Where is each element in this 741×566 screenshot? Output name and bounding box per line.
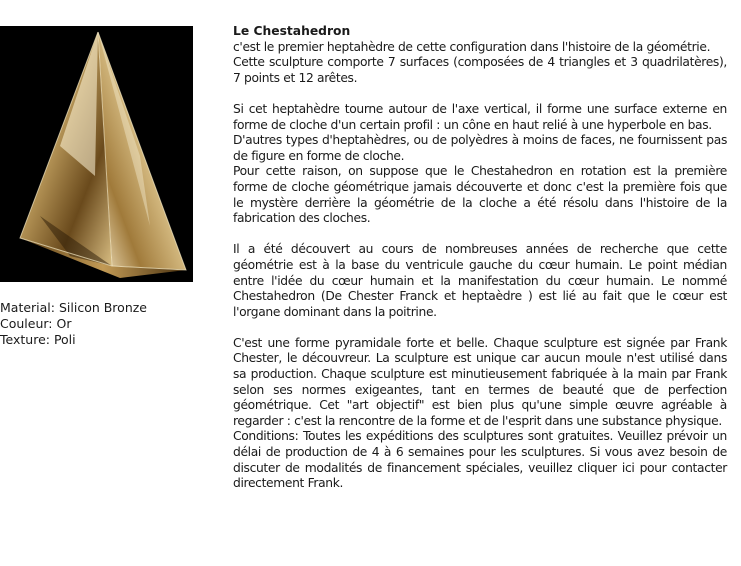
- intro-line: c'est le premier heptahèdre de cette configuration dans l'histoire de la géométrie.: [233, 39, 711, 54]
- chestahedron-sculpture-image: [0, 26, 193, 282]
- spec-material: Material: Silicon Bronze: [0, 300, 147, 315]
- heart-paragraph: [233, 242, 727, 320]
- bell-line: Si cet heptahèdre tourne autour de l'axe vertical, il forme une surface externe en forme de cloche d'un certain profil : un cône en haut relié à une hyperbole en bas.: [233, 101, 727, 132]
- product-description: [233, 24, 727, 507]
- conditions-line: Conditions: Toutes les expéditions des sculptures sont gratuites. Veuillez prévoir un délai de production de 4 à 6 semaines pour les sculptures. Si vous avez besoin de discuter de modalités de financement spéciales, veuillez cliquer ici pour contacter directement Frank.: [233, 429, 727, 491]
- bell-line: D'autres types d'heptahèdres, ou de polyèdres à moins de faces, ne fournissent pas de figure en forme de cloche.: [233, 133, 727, 163]
- product-photo: [0, 26, 193, 282]
- sculpture-line: C'est une forme pyramidale forte et belle. Chaque sculpture est signée par Frank Chester, le découvreur. La sculpture est unique car aucun moule n'est utilisé dans sa production. Chaque sculpture est minutieusement fabriquée à la main par Frank selon ses normes exigeantes, tant en termes de beauté que de perfection géométrique. Cet "art objectif" est bien plus qu'une simple œuvre agréable à regarder : c'est la rencontre de la forme et de l'esprit dans une substance physique.: [233, 335, 727, 428]
- intro-line: Cette sculpture comporte 7 surfaces (composées de 4 triangles et 3 quadrilatères), 7 points et 12 arêtes.: [233, 55, 727, 85]
- heart-line: Il a été découvert au cours de nombreuses années de recherche que cette géométrie est à la base du ventricule gauche du cœur humain. Le point médian entre l'idée du cœur humain et la manifestation du cœur humain. Le nommé Chestahedron (De Chester Franck et heptaèdre ) est lié au fait que le cœur est l'organe dominant dans la poitrine.: [233, 242, 727, 319]
- spec-texture: Texture: Poli: [0, 332, 76, 347]
- conditions-paragraph: [233, 336, 727, 492]
- bell-paragraph: [233, 102, 727, 227]
- article-title: Le Chestahedron: [233, 24, 351, 38]
- spec-color: Couleur: Or: [0, 316, 72, 331]
- intro-paragraph: [233, 24, 727, 86]
- product-specs: [0, 300, 147, 348]
- bell-line: Pour cette raison, on suppose que le Chestahedron en rotation est la première forme de cloche géométrique jamais découverte et donc c'est la première fois que le mystère derrière la géométrie de la cloche a été résolu dans l'histoire de la fabrication des cloches.: [233, 164, 727, 226]
